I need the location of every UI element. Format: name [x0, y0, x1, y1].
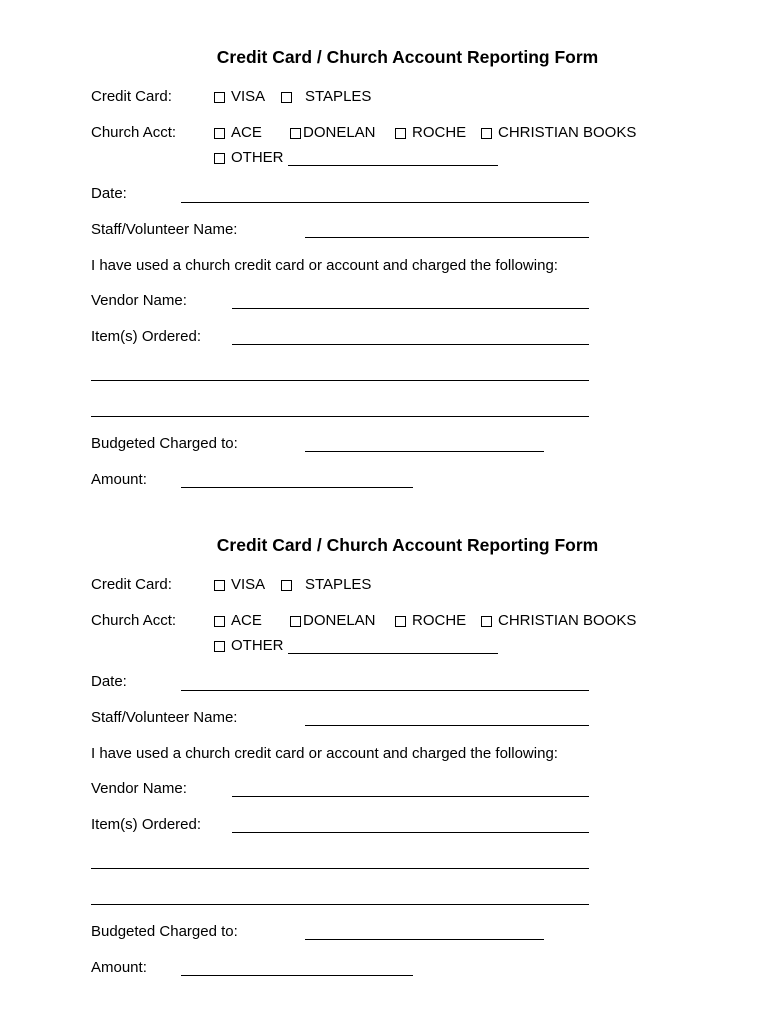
- checkbox-label: ACE: [231, 124, 262, 141]
- checkbox-icon[interactable]: [214, 128, 225, 139]
- checkbox-other[interactable]: [214, 637, 498, 655]
- budget-charged-label: Budgeted Charged to:: [91, 435, 238, 452]
- form-title: Credit Card / Church Account Reporting Form: [216, 47, 599, 67]
- checkbox-icon[interactable]: [214, 580, 225, 591]
- church-acct-label: Church Acct:: [91, 612, 177, 629]
- checkbox-other[interactable]: [214, 149, 498, 167]
- checkbox-icon[interactable]: [290, 128, 301, 139]
- credit-card-label: Credit Card:: [91, 576, 172, 593]
- form-title: Credit Card / Church Account Reporting Form: [216, 535, 599, 555]
- vendor-name-label: Vendor Name:: [91, 292, 187, 309]
- checkbox-staples[interactable]: [281, 576, 371, 594]
- checkbox-label: ACE: [231, 612, 262, 629]
- staff-name-label: Staff/Volunteer Name:: [91, 709, 238, 726]
- checkbox-label: ROCHE: [412, 124, 467, 141]
- reporting-form-1: [0, 0, 770, 488]
- checkbox-icon[interactable]: [395, 616, 406, 627]
- checkbox-icon[interactable]: [214, 641, 225, 652]
- checkbox-label: CHRISTIAN BOOKS: [498, 612, 637, 629]
- budget-charged-input-line[interactable]: [305, 451, 544, 452]
- items-ordered-input-line-3[interactable]: [91, 904, 589, 905]
- checkbox-icon[interactable]: [214, 616, 225, 627]
- amount-input-line[interactable]: [181, 975, 413, 976]
- checkbox-label: ROCHE: [412, 612, 467, 629]
- items-ordered-label: Item(s) Ordered:: [91, 328, 202, 345]
- budget-charged-input-line[interactable]: [305, 939, 544, 940]
- staff-name-input-line[interactable]: [305, 237, 589, 238]
- checkbox-donelan[interactable]: [290, 612, 376, 630]
- other-input-line[interactable]: [288, 165, 498, 166]
- vendor-name-label: Vendor Name:: [91, 780, 187, 797]
- other-input-line[interactable]: [288, 653, 498, 654]
- budget-charged-label: Budgeted Charged to:: [91, 923, 238, 940]
- date-input-line[interactable]: [181, 690, 589, 691]
- checkbox-icon[interactable]: [290, 616, 301, 627]
- statement-text: I have used a church credit card or account and charged the following:: [91, 745, 558, 762]
- checkbox-ace[interactable]: [214, 124, 262, 142]
- checkbox-icon[interactable]: [481, 616, 492, 627]
- items-ordered-input-line-3[interactable]: [91, 416, 589, 417]
- checkbox-label: VISA: [231, 576, 266, 593]
- checkbox-label: OTHER: [231, 637, 284, 654]
- staff-name-input-line[interactable]: [305, 725, 589, 726]
- checkbox-staples[interactable]: [281, 88, 371, 106]
- checkbox-label: STAPLES: [305, 88, 372, 105]
- reporting-form-2: [0, 488, 770, 976]
- items-ordered-input-line[interactable]: [232, 344, 589, 345]
- amount-label: Amount:: [91, 471, 147, 488]
- checkbox-icon[interactable]: [214, 92, 225, 103]
- checkbox-label: DONELAN: [303, 612, 376, 629]
- items-ordered-label: Item(s) Ordered:: [91, 816, 202, 833]
- checkbox-donelan[interactable]: [290, 124, 376, 142]
- checkbox-label: OTHER: [231, 149, 284, 166]
- date-label: Date:: [91, 185, 127, 202]
- checkbox-icon[interactable]: [281, 580, 292, 591]
- items-ordered-input-line-2[interactable]: [91, 380, 589, 381]
- date-label: Date:: [91, 673, 127, 690]
- date-input-line[interactable]: [181, 202, 589, 203]
- vendor-name-input-line[interactable]: [232, 308, 589, 309]
- checkbox-label: STAPLES: [305, 576, 372, 593]
- items-ordered-input-line-2[interactable]: [91, 868, 589, 869]
- checkbox-label: VISA: [231, 88, 266, 105]
- checkbox-icon[interactable]: [395, 128, 406, 139]
- checkbox-icon[interactable]: [214, 153, 225, 164]
- checkbox-icon[interactable]: [281, 92, 292, 103]
- items-ordered-input-line[interactable]: [232, 832, 589, 833]
- church-acct-label: Church Acct:: [91, 124, 177, 141]
- staff-name-label: Staff/Volunteer Name:: [91, 221, 238, 238]
- checkbox-roche[interactable]: [395, 612, 466, 630]
- checkbox-roche[interactable]: [395, 124, 466, 142]
- checkbox-christian-books[interactable]: [481, 124, 636, 142]
- statement-text: I have used a church credit card or account and charged the following:: [91, 257, 558, 274]
- amount-label: Amount:: [91, 959, 147, 976]
- checkbox-christian-books[interactable]: [481, 612, 636, 630]
- checkbox-visa[interactable]: [214, 576, 265, 594]
- checkbox-label: DONELAN: [303, 124, 376, 141]
- checkbox-label: CHRISTIAN BOOKS: [498, 124, 637, 141]
- checkbox-visa[interactable]: [214, 88, 265, 106]
- credit-card-label: Credit Card:: [91, 88, 172, 105]
- vendor-name-input-line[interactable]: [232, 796, 589, 797]
- checkbox-icon[interactable]: [481, 128, 492, 139]
- checkbox-ace[interactable]: [214, 612, 262, 630]
